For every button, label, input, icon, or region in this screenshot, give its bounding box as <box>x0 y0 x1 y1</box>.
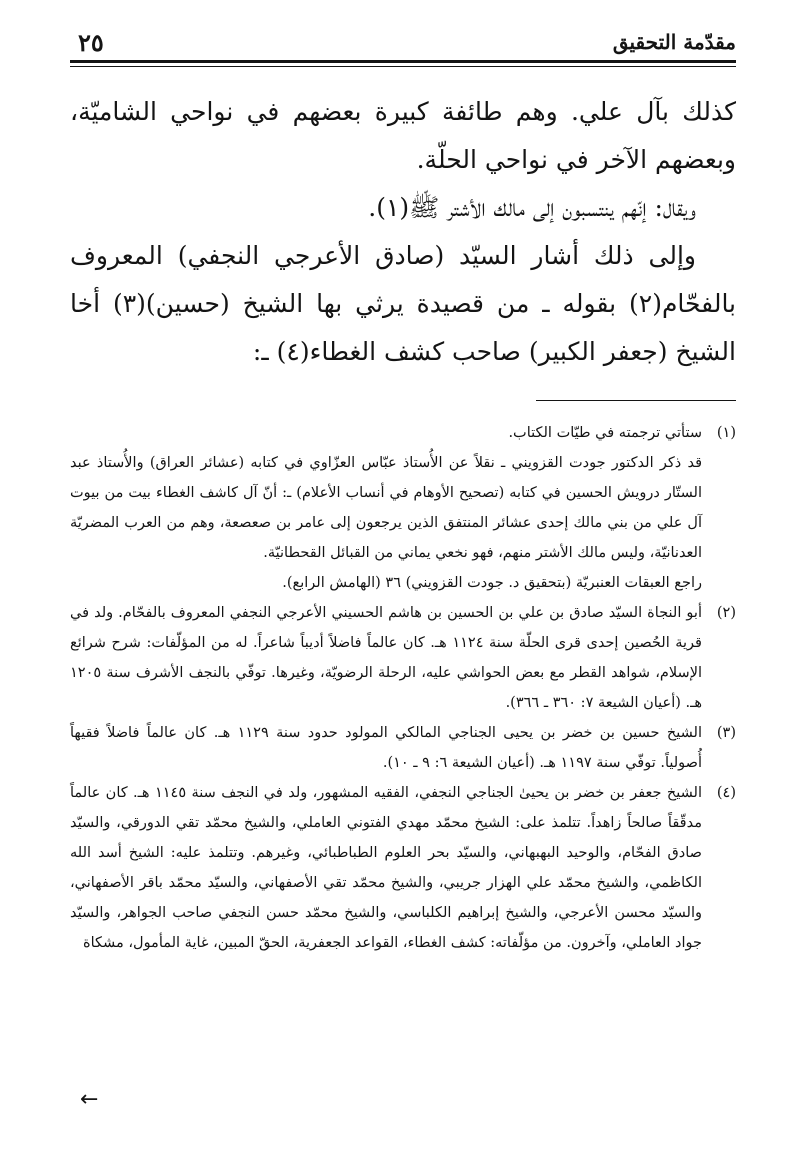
header-rule-thin <box>70 66 736 67</box>
page-header <box>70 22 736 62</box>
footnote-4-number: (٤) <box>716 785 736 801</box>
footnote-3 <box>70 718 736 778</box>
footnote-2-text: أبو النجاة السيّد صادق بن علي بن الحسين بن هاشم الحسيني الأعرجي النجفي المعروف بالفحّام. ولد في قرية الحُصين إحدى قرى الحلّة سنة ١١٢٤ هـ. كان عالماً فاضلاً أديباً شاعراً. له من المؤلّفات: شرح شرائع الإسلام، شواهد القطر مع بعض الحواشي عليه، الرحلة الرضويّة، وغيرها. توفّي بالنجف الأشرف سنة ١٢٠٥ هـ. (أعيان الشيعة ٧: ٣٦٠ ـ ٣٦٦). <box>70 605 702 711</box>
main-paragraph-1: كذلك بآل علي. وهم طائفة كبيرة بعضهم في نواحي الشاميّة، وبعضهم الآخر في نواحي الحلّة. <box>70 97 736 174</box>
continuation-arrow-icon: ← <box>80 1087 99 1112</box>
main-paragraph-3: وإلى ذلك أشار السيّد (صادق الأعرجي النجفي) المعروف بالفحّام(٢) بقوله ـ من قصيدة يرثي بها الشيخ (حسين)(٣) أخا الشيخ (جعفر الكبير) صاحب كشف الغطاء(٤) ـ: <box>70 241 737 366</box>
footnote-1-number: (١) <box>716 425 736 441</box>
footnote-4-text: الشيخ جعفر بن خضر بن يحيىٰ الجناجي النجفي، الفقيه المشهور، ولد في النجف سنة ١١٤٥ هـ. كان عالماً مدقّقاً صالحاً زاهداً. تتلمذ على: الشيخ محمّد مهدي الفتوني العاملي، والشيخ محمّد تقي الدورقي، والسيّد صادق الفحّام، والوحيد البهبهاني، والسيّد بحر العلوم الطباطبائي، وغيرهم. وتتلمذ عليه: الشيخ أسد الله الكاظمي، والشيخ محمّد علي الهزار جريبي، والشيخ محمّد تقي الأصفهاني، والسيّد محمّد باقر الأصفهاني، والسيّد محسن الأعرجي، والشيخ إبراهيم الكلباسي، والشيخ محمّد حسن النجفي صاحب الجواهر، والسيّد جواد العاملي، وآخرون. من مؤلّفاته: كشف الغطاء، القواعد الجعفرية، الحقّ المبين، غاية المأمول، مشكاة <box>70 785 703 951</box>
running-title: مقدّمة التحقيق <box>612 30 736 54</box>
footnote-2-number: (٢) <box>716 605 736 621</box>
footnote-1 <box>70 418 736 448</box>
footnote-separator <box>536 400 736 401</box>
header-rule-thick <box>70 60 736 63</box>
footnote-3-number: (٣) <box>716 725 736 741</box>
footnote-1-paragraph-3: راجع العبقات العنبريّة (بتحقيق د. جودت القزويني) ٣٦ (الهامش الرابع). <box>282 575 702 591</box>
footnote-3-text: الشيخ حسين بن خضر بن يحيى الجناجي المالكي المولود حدود سنة ١١٢٩ هـ. كان عالماً فاضلاً فقيهاً أُصولياً. توفّي سنة ١١٩٧ هـ. (أعيان الشيعة ٦: ٩ ـ ١٠). <box>70 725 702 771</box>
main-text <box>70 88 736 376</box>
main-paragraph-2: ويقال: إنّهم ينتسبون إلى مالك الأشتر ﷺ(١). <box>368 193 696 222</box>
footnote-4 <box>70 778 736 958</box>
footnote-1-text: ستأتي ترجمته في طيّات الكتاب. <box>508 425 702 441</box>
page-number: ٢٥ <box>78 28 104 57</box>
footnotes <box>70 418 736 958</box>
footnote-2 <box>70 598 736 718</box>
footnote-1-paragraph-2: قد ذكر الدكتور جودت القزويني ـ نقلاً عن الأُستاذ عبّاس العزّاوي في كتابه (عشائر العراق) والأُستاذ عبد الستّار درويش الحسين في كتابه (تصحيح الأوهام في أنساب الأعلام) ـ: أنّ آل كاشف الغطاء بيت من بيوت آل علي من بني مالك إحدى عشائر المنتفق الذين يرجعون إلى عامر بن صعصعة، وهم من العرب المضريّة العدنانيّة، وليس مالك الأشتر منهم، فهو نخعي يماني من القبائل القحطانيّة. <box>70 455 702 561</box>
